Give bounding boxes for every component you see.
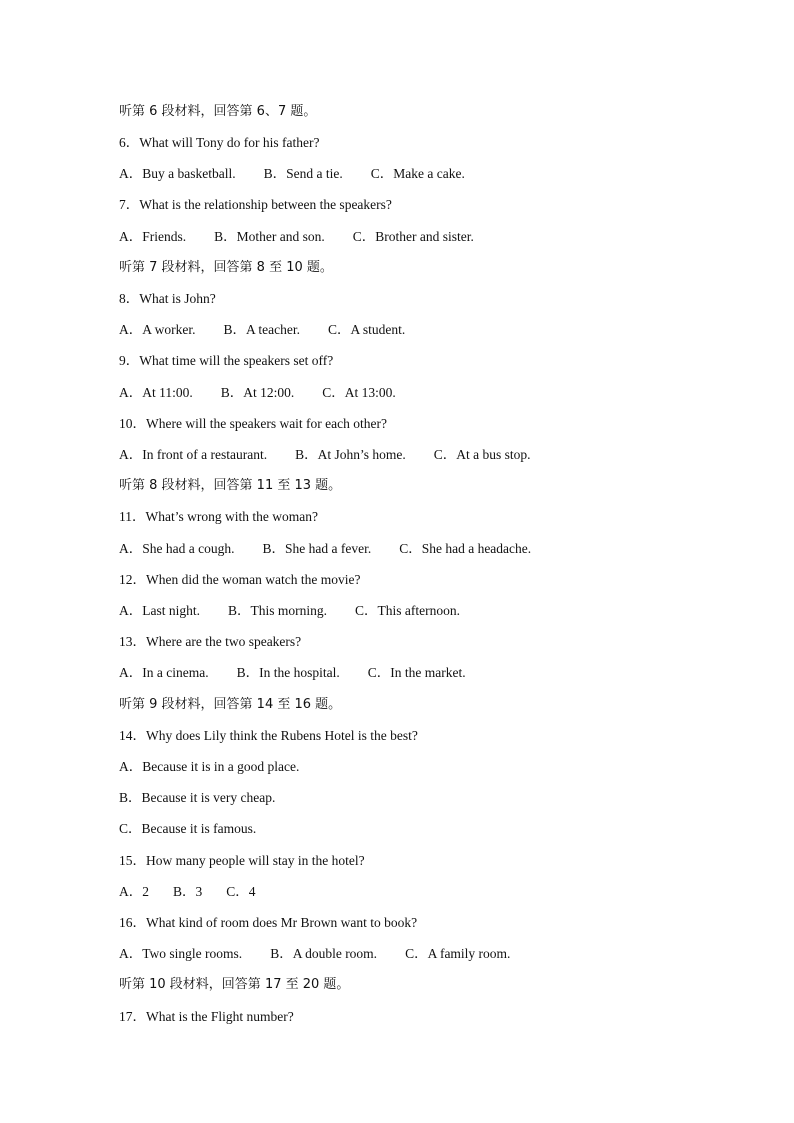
option-8b: B．A teacher. [223, 322, 300, 337]
option-6a: A．Buy a basketball. [119, 166, 236, 181]
section-heading-9: 听第 9 段材料，回答第 14 至 16 题。 [119, 697, 342, 712]
option-10c: C．At a bus stop. [433, 447, 531, 462]
option-13b: B．In the hospital. [236, 665, 340, 680]
option-6b: B．Send a tie. [263, 166, 343, 181]
section-heading-7: 听第 7 段材料，回答第 8 至 10 题。 [119, 260, 333, 275]
option-7b: B．Mother and son. [214, 229, 325, 244]
option-9a: A．At 11:00. [119, 385, 193, 400]
option-12a: A．Last night. [119, 603, 200, 618]
question-13-stem: 13．Where are the two speakers? [119, 634, 302, 649]
section-heading-8: 听第 8 段材料，回答第 11 至 13 题。 [119, 478, 342, 493]
question-12-options [119, 601, 460, 621]
option-7a: A．Friends. [119, 229, 187, 244]
option-16a: A．Two single rooms. [119, 946, 243, 961]
option-12c: C．This afternoon. [355, 603, 460, 618]
question-7-options [119, 227, 474, 247]
option-14a: A．Because it is in a good place. [119, 759, 300, 774]
question-12-stem: 12．When did the woman watch the movie? [119, 572, 361, 587]
option-11a: A．She had a cough. [119, 541, 235, 556]
question-9-options [119, 383, 396, 403]
option-13a: A．In a cinema. [119, 665, 209, 680]
question-9-stem: 9．What time will the speakers set off? [119, 353, 334, 368]
option-11c: C．She had a headache. [399, 541, 532, 556]
question-10-options [119, 445, 530, 465]
question-13-options [119, 663, 466, 683]
option-9c: C．At 13:00. [322, 385, 396, 400]
option-8c: C．A student. [327, 322, 406, 337]
option-10a: A．In front of a restaurant. [119, 447, 268, 462]
question-17-stem: 17．What is the Flight number? [119, 1009, 294, 1024]
question-11-stem: 11．What’s wrong with the woman? [119, 509, 318, 524]
section-heading-6: 听第 6 段材料，回答第 6、7 题。 [119, 104, 317, 119]
question-11-options [119, 539, 531, 559]
option-15c: C．4 [226, 884, 256, 899]
option-8a: A．A worker. [119, 322, 196, 337]
section-heading-10: 听第 10 段材料，回答第 17 至 20 题。 [119, 977, 350, 992]
option-16c: C．A family room. [405, 946, 511, 961]
question-10-stem: 10．Where will the speakers wait for each other? [119, 416, 388, 431]
option-14c: C．Because it is famous. [119, 821, 257, 836]
question-16-options [119, 944, 510, 964]
question-8-stem: 8．What is John? [119, 291, 216, 306]
option-11b: B．She had a fever. [262, 541, 372, 556]
option-15b: B．3 [173, 884, 203, 899]
question-7-stem: 7．What is the relationship between the speakers? [119, 197, 392, 212]
option-15a: A．2 [119, 884, 149, 899]
question-14-stem: 14．Why does Lily think the Rubens Hotel is the best? [119, 728, 418, 743]
option-16b: B．A double room. [270, 946, 378, 961]
question-6-options [119, 164, 465, 184]
option-12b: B．This morning. [228, 603, 328, 618]
question-15-options [119, 882, 256, 902]
option-9b: B．At 12:00. [220, 385, 295, 400]
option-10b: B．At John’s home. [295, 447, 406, 462]
option-6c: C．Make a cake. [370, 166, 465, 181]
option-7c: C．Brother and sister. [352, 229, 474, 244]
option-14b: B．Because it is very cheap. [119, 790, 276, 805]
option-13c: C．In the market. [367, 665, 466, 680]
question-8-options [119, 320, 405, 340]
question-6-stem: 6．What will Tony do for his father? [119, 135, 320, 150]
question-15-stem: 15．How many people will stay in the hotel? [119, 853, 365, 868]
question-16-stem: 16．What kind of room does Mr Brown want to book? [119, 915, 418, 930]
